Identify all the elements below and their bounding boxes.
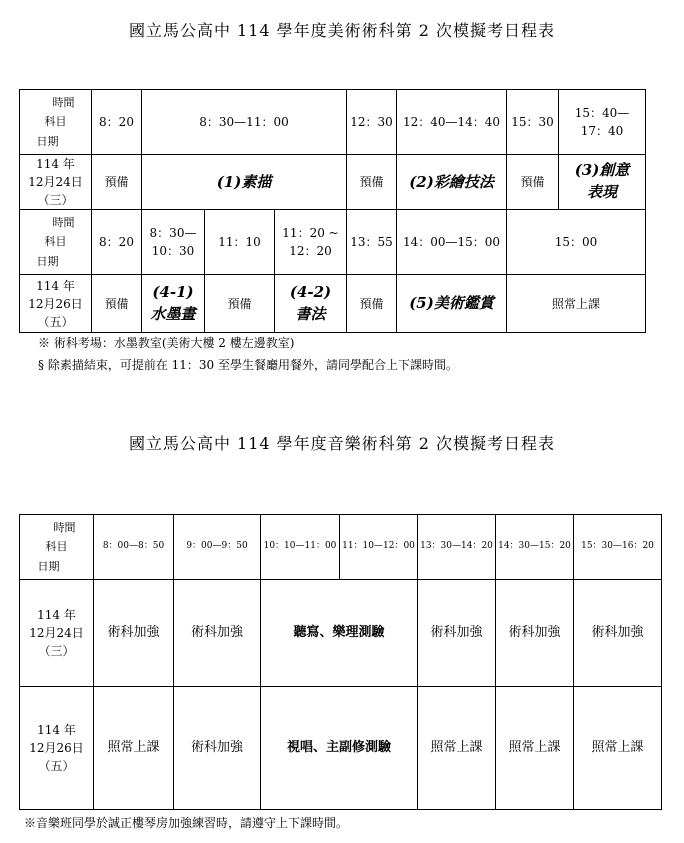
music-schedule-table [19, 514, 662, 810]
schedule-cell: 預備 [92, 155, 142, 210]
date-cell: 114 年 12月26日 （五） [20, 687, 94, 810]
schedule-cell: 術科加強 [94, 580, 174, 687]
subject-cell: (1)素描 [142, 155, 347, 210]
schedule-cell: 照常上課 [94, 687, 174, 810]
time-slot: 8：30—10：30 [142, 210, 205, 275]
time-slot: 8：00—8：50 [94, 515, 174, 580]
subject-cell: (2)彩繪技法 [397, 155, 507, 210]
schedule-cell: 照常上課 [507, 275, 646, 333]
time-slot: 8：30—11：00 [142, 90, 347, 155]
time-slot: 15：00 [507, 210, 646, 275]
time-slot: 15：30—16：20 [574, 515, 662, 580]
music-practice-note: ※音樂班同學於誠正樓琴房加強練習時，請遵守上下課時間。 [24, 816, 349, 830]
subject-cell: 視唱、主副修測驗 [261, 687, 418, 810]
time-subject-date-header: 時間 科目 日期 [20, 515, 94, 580]
date-cell: 114 年 12月24日 （三） [20, 155, 92, 210]
subject-cell: 聽寫、樂理測驗 [261, 580, 418, 687]
time-slot: 11：20 ~ 12：20 [275, 210, 347, 275]
subject-cell: (4-2) 書法 [275, 275, 347, 333]
schedule-cell: 預備 [347, 275, 397, 333]
time-slot: 14：00—15：00 [397, 210, 507, 275]
subject-cell: (5)美術鑑賞 [397, 275, 507, 333]
time-slot: 12：40—14：40 [397, 90, 507, 155]
schedule-cell: 術科加強 [574, 580, 662, 687]
time-slot: 15：30 [507, 90, 559, 155]
art-schedule-table [19, 89, 646, 333]
time-subject-date-header: 時間 科目 日期 [20, 90, 92, 155]
schedule-cell: 預備 [92, 275, 142, 333]
schedule-cell: 預備 [507, 155, 559, 210]
schedule-cell: 照常上課 [496, 687, 574, 810]
date-cell: 114 年 12月24日 （三） [20, 580, 94, 687]
time-slot: 11：10—12：00 [340, 515, 418, 580]
time-slot: 12：30 [347, 90, 397, 155]
time-slot: 11：10 [205, 210, 275, 275]
subject-cell: (4-1) 水墨畫 [142, 275, 205, 333]
time-slot: 13：55 [347, 210, 397, 275]
time-slot: 15：40—17：40 [559, 90, 646, 155]
time-slot: 10：10—11：00 [261, 515, 340, 580]
schedule-cell: 術科加強 [174, 580, 261, 687]
lunch-note: § 除素描結束，可提前在 11：30 至學生餐廳用餐外，請同學配合上下課時間。 [38, 358, 458, 372]
schedule-cell: 預備 [205, 275, 275, 333]
time-slot: 8：20 [92, 90, 142, 155]
music-schedule-title: 國立馬公高中 114 學年度音樂術科第 2 次模擬考日程表 [128, 434, 556, 453]
exam-location-note: ※ 術科考場：水墨教室(美術大樓 2 樓左邊教室) [38, 336, 295, 350]
time-slot: 8：20 [92, 210, 142, 275]
time-slot: 13：30—14：20 [418, 515, 496, 580]
schedule-cell: 術科加強 [174, 687, 261, 810]
time-subject-date-header: 時間 科目 日期 [20, 210, 92, 275]
subject-cell: (3)創意 表現 [559, 155, 646, 210]
schedule-cell: 照常上課 [574, 687, 662, 810]
schedule-cell: 照常上課 [418, 687, 496, 810]
time-slot: 14：30—15：20 [496, 515, 574, 580]
schedule-cell: 術科加強 [496, 580, 574, 687]
schedule-cell: 預備 [347, 155, 397, 210]
date-cell: 114 年 12月26日 （五） [20, 275, 92, 333]
art-schedule-title: 國立馬公高中 114 學年度美術術科第 2 次模擬考日程表 [128, 21, 556, 40]
schedule-cell: 術科加強 [418, 580, 496, 687]
time-slot: 9：00—9：50 [174, 515, 261, 580]
